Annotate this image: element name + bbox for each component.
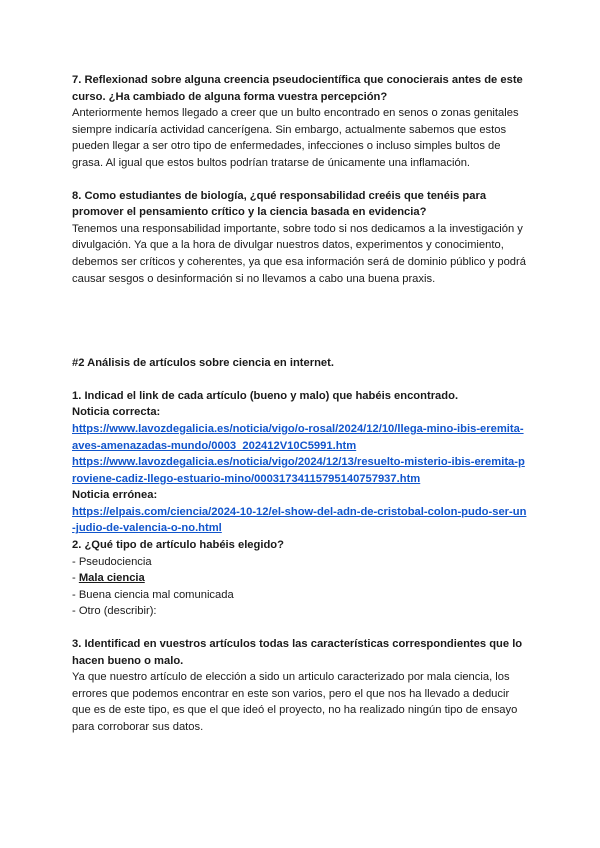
correct-news-label: Noticia correcta: <box>72 406 161 419</box>
section-2-question-3-title: 3. Identificad en vuestros artículos todas las características correspondientes que lo hacen bueno o malo. <box>72 638 523 667</box>
wrong-news-link[interactable]: https://elpais.com/ciencia/2024-10-12/el-show-del-adn-de-cristobal-colon-pudo-ser-un-judio-de-valencia-o-no.html <box>72 505 527 535</box>
option-buena-ciencia-mal-comunicada: - Buena ciencia mal comunicada <box>72 588 234 601</box>
option-mala-ciencia-label: Mala ciencia <box>78 572 145 585</box>
section-2-question-3-answer: Ya que nuestro artículo de elección a sido un articulo caracterizado por mala ciencia, los errores que podemos encontrar en este son varios, pero el que nos ha llevado a deducir que es de este tipo, es que el que ideó el proyecto, no ha realizado ningún tipo de ensayo para corroborar sus datos. <box>72 671 518 733</box>
document-content <box>72 72 528 736</box>
correct-news-link-2[interactable]: https://www.lavozdegalicia.es/noticia/vigo/2024/12/13/resuelto-misterio-ibis-eremita-proviene-cadiz-llego-estuario-mino/00031734115795140757937.htm <box>72 456 525 485</box>
wrong-news-label: Noticia errónea: <box>72 489 158 502</box>
question-8-title: 8. Como estudiantes de biología, ¿qué responsabilidad creéis que tenéis para promover el pensamiento crítico y la ciencia basada en evidencia? <box>72 189 487 219</box>
question-8-answer: Tenemos una responsabilidad importante, sobre todo si nos dedicamos a la investigación y divulgación. Ya que a la hora de divulgar nuestros datos, experimentos y conocimiento, debemos ser críticos y coherentes, ya que esa información será de dominio público y podrá causar sesgos o desinformación si no llevamos a cabo una buena praxis. <box>72 222 526 285</box>
option-otro: - Otro (describir): <box>72 605 157 618</box>
option-mala-ciencia <box>72 570 528 587</box>
question-7-title: 7. Reflexionad sobre alguna creencia pseudocientífica que conocierais antes de este curso. ¿Ha cambiado de alguna forma vuestra percepción? <box>72 74 523 103</box>
section-2-heading: #2 Análisis de artículos sobre ciencia en internet. <box>72 357 334 370</box>
option-prefix: - <box>72 572 79 585</box>
option-pseudociencia: - Pseudociencia <box>72 555 152 568</box>
section-2-question-2-title: 2. ¿Qué tipo de artículo habéis elegido? <box>72 539 284 552</box>
correct-news-link-1[interactable]: https://www.lavozdegalicia.es/noticia/vigo/o-rosal/2024/12/10/llega-mino-ibis-eremita-aves-amenazadas-mundo/0003_202412V10C5991.htm <box>72 422 524 452</box>
section-2-question-1-title: 1. Indicad el link de cada artículo (bueno y malo) que habéis encontrado. <box>72 389 459 402</box>
article-type-options <box>72 554 528 620</box>
question-7-answer: Anteriormente hemos llegado a creer que un bulto encontrado en senos o zonas genitales siempre indicaría actividad cancerígena. Sin embargo, actualmente sabemos que estos pueden llegar a ser otro tipo de enfermedades, infecciones o incluso simples bultos de grasa. Al igual que estos bultos podrían tratarse de únicamente una inflamación. <box>72 107 519 169</box>
